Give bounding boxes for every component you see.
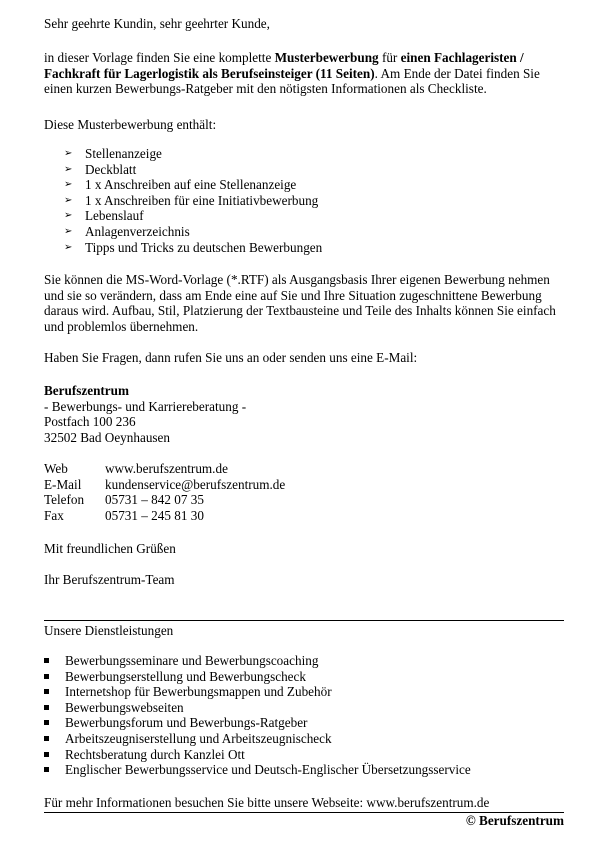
org-tagline: - Bewerbungs- und Karriereberatung - <box>44 398 247 414</box>
service-text: Bewerbungswebseiten <box>65 699 184 715</box>
org-po-box: Postfach 100 236 <box>44 414 136 430</box>
service-text: Englischer Bewerbungsservice und Deutsch-Englischer Übersetzungsservice <box>65 762 471 778</box>
service-text: Bewerbungsseminare und Bewerbungscoaching <box>65 653 319 668</box>
web-link[interactable]: www.berufszentrum.de <box>105 461 228 476</box>
square-bullet-icon <box>44 689 49 694</box>
arrow-bullet-icon: ➢ <box>64 179 73 191</box>
square-bullet-icon <box>44 767 49 772</box>
contact-table <box>44 461 566 523</box>
email-link[interactable]: kundenservice@berufszentrum.de <box>105 476 286 492</box>
list-item <box>44 177 566 193</box>
phone-value: 05731 – 842 07 35 <box>105 492 204 508</box>
intro-text-2: für <box>378 50 401 65</box>
square-bullet-icon <box>44 705 49 710</box>
list-item-text: Deckblatt <box>85 161 137 177</box>
list-item <box>44 193 566 209</box>
arrow-bullet-icon: ➢ <box>64 241 73 253</box>
intro-bold-1: Musterbewerbung <box>274 50 379 65</box>
list-item-text: Anlagenverzeichnis <box>85 223 190 239</box>
arrow-bullet-icon: ➢ <box>64 148 73 159</box>
list-item <box>44 146 566 162</box>
arrow-bullet-icon: ➢ <box>64 194 73 206</box>
list-item <box>44 715 566 731</box>
service-text: Bewerbungserstellung und Bewerbungscheck <box>65 668 306 684</box>
square-bullet-icon <box>44 658 49 663</box>
closing-regards: Mit freundlichen Grüßen <box>44 541 176 556</box>
greeting: Sehr geehrte Kundin, sehr geehrter Kunde, <box>44 16 270 31</box>
service-text: Rechtsberatung durch Kanzlei Ott <box>65 746 245 762</box>
fax-value: 05731 – 245 81 30 <box>105 507 204 523</box>
square-bullet-icon <box>44 736 49 741</box>
intro-paragraph <box>44 50 566 97</box>
list-item <box>44 240 566 256</box>
contact-row-email <box>44 477 566 493</box>
contact-row-fax <box>44 508 566 524</box>
list-item-text: 1 x Anschreiben für eine Initiativbewerbung <box>85 192 319 208</box>
contact-row-web <box>44 461 566 477</box>
list-item <box>44 208 566 224</box>
service-text: Bewerbungsforum und Bewerbungs-Ratgeber <box>65 715 308 731</box>
copyright: © Berufszentrum <box>465 813 564 828</box>
contact-label: Telefon <box>44 492 85 508</box>
more-info-line: Für mehr Informationen besuchen Sie bitte unsere Webseite: www.berufszentrum.de <box>44 795 490 810</box>
contact-label: E-Mail <box>44 476 82 492</box>
services-list <box>44 653 566 778</box>
org-city: 32502 Bad Oeynhausen <box>44 429 170 445</box>
list-item <box>44 731 566 747</box>
list-item-text: Tipps und Tricks zu deutschen Bewerbungen <box>85 239 323 255</box>
list-item <box>44 700 566 716</box>
square-bullet-icon <box>44 674 49 679</box>
square-bullet-icon <box>44 720 49 725</box>
list-item-text: Lebenslauf <box>85 208 144 224</box>
contact-row-phone <box>44 492 566 508</box>
intro-text-3: . Am Ende der Datei finden Sie einen kurzen Bewerbungs-Ratgeber mit den nötigsten Informationen als Checkliste. <box>44 65 540 97</box>
services-title: Unsere Dienstleistungen <box>44 623 174 638</box>
arrow-bullet-icon: ➢ <box>64 225 73 237</box>
list-item <box>44 653 566 669</box>
usage-paragraph: Sie können die MS-Word-Vorlage (*.RTF) als Ausgangsbasis Ihrer eigenen Bewerbung nehmen und sie so verändern, dass am Ende eine auf Sie und Ihre Situation zugeschnittene Bewerbung daraus wird. Aufbau, Stil, Platzierung der Textbausteine und Teile des Inhalts können Sie einfach und problemlos übernehmen. <box>44 272 556 334</box>
list-item <box>44 162 566 178</box>
list-item <box>44 684 566 700</box>
org-name: Berufszentrum <box>44 383 129 398</box>
contents-list <box>44 146 566 255</box>
list-item <box>44 747 566 763</box>
contact-label: Web <box>44 461 68 476</box>
contents-heading: Diese Musterbewerbung enthält: <box>44 117 217 132</box>
contact-label: Fax <box>44 507 64 523</box>
list-item <box>44 669 566 685</box>
service-text: Arbeitszeugniserstellung und Arbeitszeugnischeck <box>65 730 332 746</box>
questions-line: Haben Sie Fragen, dann rufen Sie uns an oder senden uns eine E-Mail: <box>44 350 418 365</box>
list-item <box>44 762 566 778</box>
org-address <box>44 383 566 445</box>
intro-bold-2: einen Fachlageristen / Fachkraft für Lagerlogistik als Berufseinsteiger (11 Seiten) <box>44 50 524 81</box>
arrow-bullet-icon: ➢ <box>64 163 73 175</box>
arrow-bullet-icon: ➢ <box>64 210 73 222</box>
list-item <box>44 224 566 240</box>
divider-top <box>44 620 564 621</box>
list-item-text: 1 x Anschreiben auf eine Stellenanzeige <box>85 177 297 193</box>
list-item-text: Stellenanzeige <box>85 146 162 161</box>
square-bullet-icon <box>44 752 49 757</box>
service-text: Internetshop für Bewerbungsmappen und Zubehör <box>65 684 332 700</box>
signature-team: Ihr Berufszentrum-Team <box>44 572 175 587</box>
intro-text-1: in dieser Vorlage finden Sie eine komplette <box>44 50 275 65</box>
